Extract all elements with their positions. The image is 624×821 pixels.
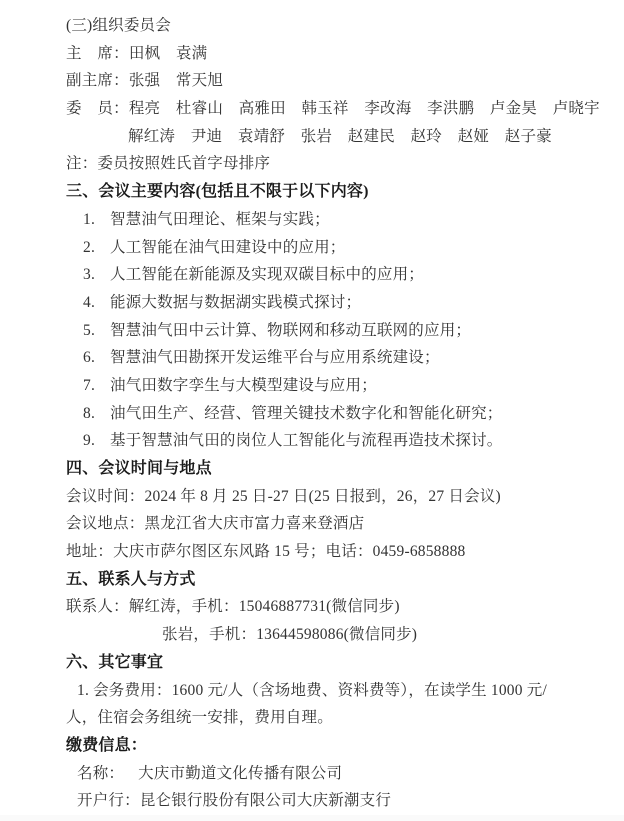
- topic-item-3: [66, 261, 586, 289]
- topic-text: 智慧油气田理论、框架与实践；: [110, 210, 330, 228]
- vice-chair-names: 张强 常天旭: [128, 72, 224, 90]
- account-name-label: 名称：: [77, 764, 125, 782]
- topic-number: 8.: [83, 404, 96, 422]
- topic-item-7: [66, 372, 586, 400]
- meeting-address: 地址：大庆市萨尔图区东风路 15 号；电话：0459-6858888: [66, 543, 466, 561]
- committee-members-row1: [66, 95, 600, 123]
- section-topics-heading: 三、会议主要内容(包括且不限于以下内容): [66, 183, 369, 201]
- topic-text: 油气田数字孪生与大模型建设与应用；: [110, 376, 377, 394]
- topic-number: 4.: [83, 293, 96, 311]
- fee-text-line-2: 人，住宿会务组统一安排，费用自理。: [66, 709, 333, 727]
- topic-item-2: [66, 234, 586, 262]
- section-schedule-heading: 四、会议时间与地点: [66, 460, 212, 477]
- meeting-venue: 会议地点：黑龙江省大庆市富力喜来登酒店: [66, 515, 365, 533]
- payment-bank: [66, 787, 586, 815]
- contact-line-2: 张岩，手机：13644598086(微信同步): [162, 626, 418, 644]
- chair-names: 田枫 袁满: [128, 44, 208, 62]
- chair-label: 主 席：: [66, 44, 129, 62]
- section-contacts-heading: 五、联系人与方式: [66, 570, 196, 588]
- account-name-value: 大庆市勤道文化传播有限公司: [138, 764, 343, 782]
- topic-text: 人工智能在油气田建设中的应用；: [110, 238, 346, 256]
- topic-number: 1.: [83, 210, 96, 228]
- vice-chair-label: 副主席：: [66, 72, 129, 90]
- topic-item-1: [66, 206, 586, 234]
- committee-vice-chair: [66, 67, 586, 95]
- topic-number: 2.: [83, 238, 96, 256]
- topic-item-8: [66, 400, 586, 428]
- topic-text: 能源大数据与数据湖实践模式探讨；: [110, 293, 362, 311]
- members-names-line1: 程亮 杜睿山 高雅田 韩玉祥 李改海 李洪鹏 卢金昊 卢晓宇: [128, 100, 600, 118]
- topic-text: 智慧油气田勘探开发运维平台与应用系统建设；: [110, 349, 440, 367]
- bank-value: 昆仑银行股份有限公司大庆新潮支行: [139, 792, 392, 810]
- section-other-heading: 六、其它事宜: [66, 653, 164, 671]
- fee-text-line-1: 1. 会务费用：1600 元/人（含场地费、资料费等），在读学生 1000 元/: [77, 681, 547, 699]
- topic-item-5: [66, 317, 586, 345]
- topic-number: 5.: [83, 321, 96, 339]
- topic-text: 智慧油气田中云计算、物联网和移动互联网的应用；: [110, 321, 472, 339]
- topic-number: 3.: [83, 266, 96, 284]
- contact-line-1: 联系人：解红涛，手机：15046887731(微信同步): [66, 598, 400, 616]
- topic-number: 6.: [83, 349, 96, 367]
- topic-text: 基于智慧油气田的岗位人工智能化与流程再造技术探讨。: [110, 432, 503, 450]
- payment-info-heading: 缴费信息：: [66, 736, 148, 754]
- committee-chair: [66, 40, 586, 68]
- topic-number: 9.: [83, 432, 96, 450]
- members-names-line2: 解红涛 尹迪 袁靖舒 张岩 赵建民 赵玲 赵娅 赵子豪: [128, 127, 552, 145]
- members-label: 委 员：: [66, 100, 129, 118]
- topic-text: 人工智能在新能源及实现双碳目标中的应用；: [110, 266, 425, 284]
- page-bottom-edge: [0, 815, 624, 821]
- meeting-time: 会议时间：2024 年 8 月 25 日-27 日(25 日报到，26，27 日会议): [66, 487, 501, 505]
- topic-item-4: [66, 289, 586, 317]
- committee-members-row2: [66, 123, 586, 151]
- committee-note: 注：委员按照姓氏首字母排序: [66, 155, 271, 173]
- committee-title: (三)组织委员会: [66, 17, 171, 34]
- topic-number: 7.: [83, 376, 96, 394]
- topic-item-6: [66, 344, 586, 372]
- bank-label: 开户行：: [77, 792, 140, 810]
- topic-item-9: [66, 427, 586, 455]
- payment-account-name: [66, 760, 586, 788]
- topic-text: 油气田生产、经营、管理关键技术数字化和智能化研究；: [110, 404, 503, 422]
